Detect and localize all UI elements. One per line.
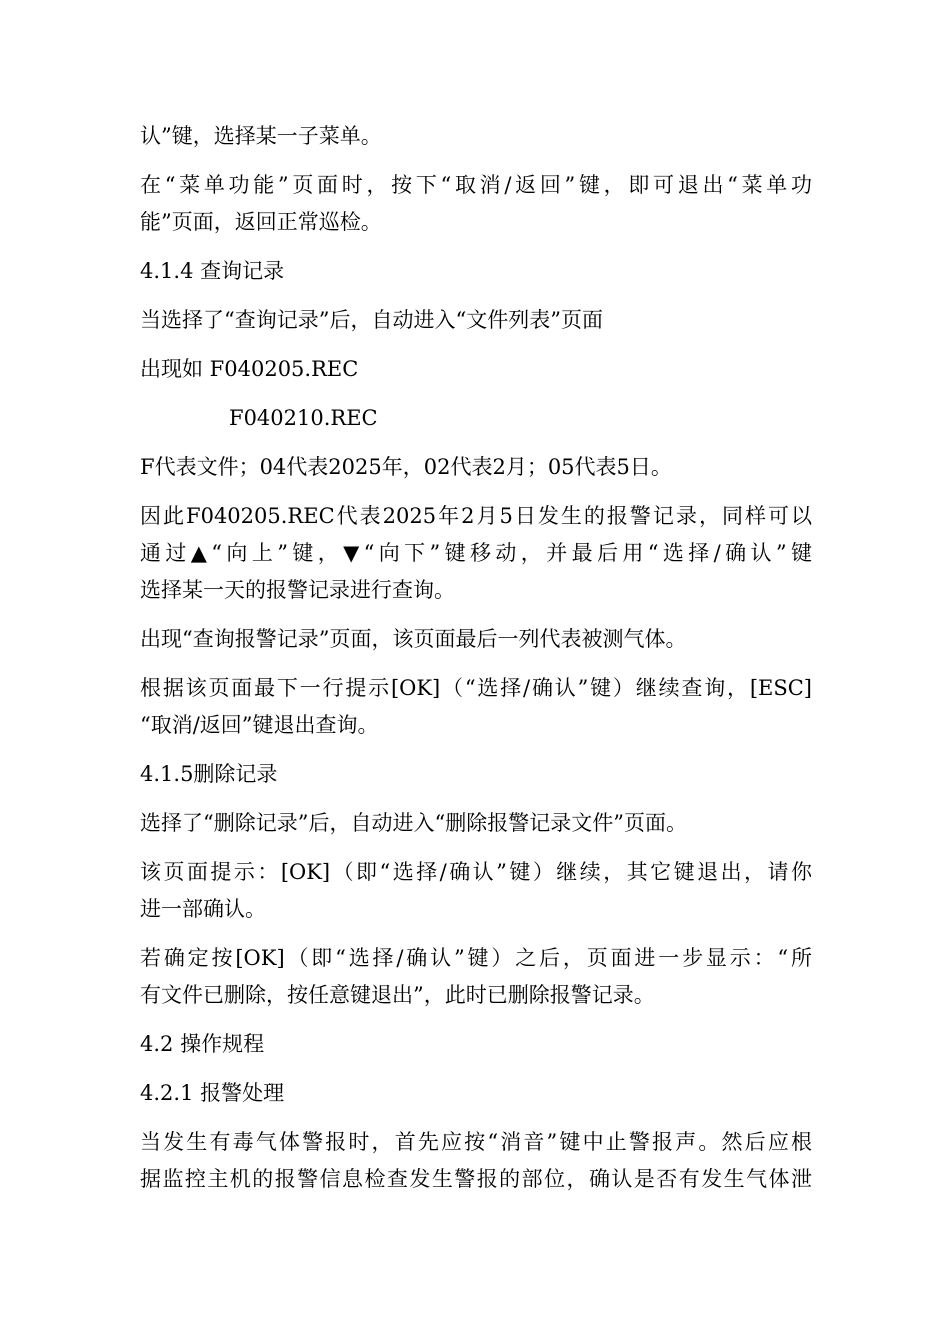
text-line: 认”键，选择某一子菜单。 xyxy=(140,124,382,148)
text-line: 在“菜单功能”页面时，按下“取消/返回”键，即可退出“菜单功 xyxy=(140,173,812,197)
text-line: F040210.REC xyxy=(229,406,378,430)
text-line: 根据该页面最下一行提示[OK]（“选择/确认”键）继续查询，[ESC] xyxy=(140,676,812,700)
text-line: 该页面提示：[OK]（即“选择/确认”键）继续，其它键退出，请你 xyxy=(140,860,812,884)
text-line: F代表文件；04代表2025年，02代表2月；05代表5日。 xyxy=(140,455,672,479)
text-line: 有文件已删除，按任意键退出”，此时已删除报警记录。 xyxy=(140,983,655,1007)
text-line: 选择了“删除记录”后，自动进入“删除报警记录文件”页面。 xyxy=(140,811,687,835)
text-line: 当选择了“查询记录”后，自动进入“文件列表”页面 xyxy=(140,308,603,332)
text-line: 出现如 F040205.REC xyxy=(140,357,359,381)
text-line: 当发生有毒气体警报时，首先应按“消音”键中止警报声。然后应根 xyxy=(140,1130,812,1154)
text-line: 能”页面，返回正常巡检。 xyxy=(140,210,382,234)
section-heading-4-2-1: 4.2.1 报警处理 xyxy=(140,1081,285,1105)
text-line: 进一部确认。 xyxy=(140,897,266,921)
text-line: 出现“查询报警记录”页面，该页面最后一列代表被测气体。 xyxy=(140,627,687,651)
text-line: 因此F040205.REC代表2025年2月5日发生的报警记录，同样可以 xyxy=(140,504,812,528)
text-line: 通过▲“向上”键，▼“向下”键移动，并最后用“选择/确认”键 xyxy=(140,541,812,565)
text-line: “取消/返回”键退出查询。 xyxy=(140,713,379,737)
text-line: 若确定按[OK]（即“选择/确认”键）之后，页面进一步显示：“所 xyxy=(140,946,812,970)
section-heading-4-1-5: 4.1.5删除记录 xyxy=(140,762,278,786)
section-heading-4-2: 4.2 操作规程 xyxy=(140,1032,265,1056)
text-line: 选择某一天的报警记录进行查询。 xyxy=(140,578,455,602)
text-line: 据监控主机的报警信息检查发生警报的部位，确认是否有发生气体泄 xyxy=(140,1167,812,1191)
section-heading-4-1-4: 4.1.4 查询记录 xyxy=(140,259,285,283)
